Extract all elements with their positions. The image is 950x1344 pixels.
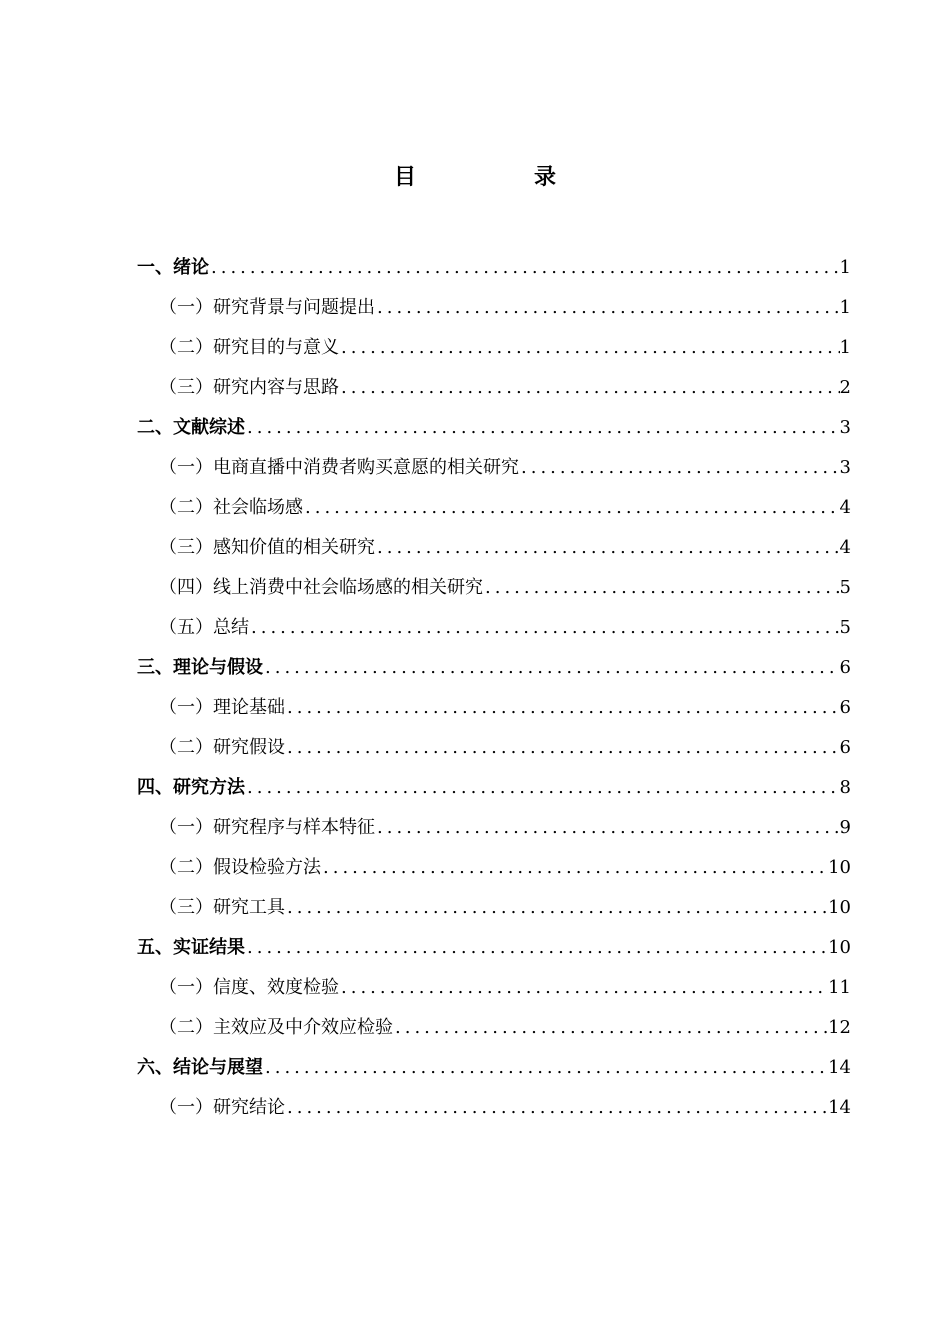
toc-leader-dots	[321, 848, 828, 888]
toc-entry[interactable]	[137, 928, 851, 968]
toc-entry-page-number: 14	[828, 1097, 851, 1118]
toc-entry-label: （一）电商直播中消费者购买意愿的相关研究	[159, 457, 519, 478]
toc-entry[interactable]	[137, 568, 851, 608]
toc-entry-label: （二）研究目的与意义	[159, 337, 339, 358]
toc-entry-label: （二）主效应及中介效应检验	[159, 1017, 393, 1038]
toc-leader-dots	[285, 888, 828, 928]
toc-leader-dots	[375, 528, 840, 568]
toc-entry-page-number: 10	[828, 857, 851, 878]
toc-entry-label: （二）研究假设	[159, 737, 285, 758]
toc-entry[interactable]	[137, 768, 851, 808]
toc-leader-dots	[375, 288, 840, 328]
toc-leader-dots	[245, 408, 840, 448]
toc-leader-dots	[339, 368, 840, 408]
toc-entry-page-number: 6	[839, 657, 851, 678]
toc-leader-dots	[519, 448, 840, 488]
toc-entry-label: （三）研究工具	[159, 897, 285, 918]
toc-leader-dots	[209, 248, 840, 288]
toc-title: 目 录	[393, 165, 604, 190]
toc-entry-page-number: 5	[839, 577, 851, 598]
toc-entry[interactable]	[137, 888, 851, 928]
toc-leader-dots	[285, 1088, 828, 1128]
toc-entry-page-number: 3	[839, 417, 851, 438]
toc-leader-dots	[245, 768, 840, 808]
toc-entry-label: （四）线上消费中社会临场感的相关研究	[159, 577, 483, 598]
toc-leader-dots	[285, 728, 840, 768]
toc-entry-label: 四、研究方法	[137, 777, 245, 798]
toc-entry-label: （三）研究内容与思路	[159, 377, 339, 398]
toc-entry-page-number: 1	[839, 337, 851, 358]
toc-entry-page-number: 11	[828, 977, 851, 998]
toc-entry[interactable]	[137, 1008, 851, 1048]
toc-leader-dots	[245, 928, 828, 968]
toc-entry[interactable]	[137, 608, 851, 648]
toc-entry-label: （二）社会临场感	[159, 497, 303, 518]
toc-entry[interactable]	[137, 248, 851, 288]
toc-entry-page-number: 10	[828, 937, 851, 958]
toc-entry-label: （二）假设检验方法	[159, 857, 321, 878]
toc-entry-label: （一）信度、效度检验	[159, 977, 339, 998]
toc-entry[interactable]	[137, 1048, 851, 1088]
toc-entry[interactable]	[137, 328, 851, 368]
toc-leader-dots	[249, 608, 840, 648]
toc-leader-dots	[375, 808, 840, 848]
toc-entry[interactable]	[137, 1088, 851, 1128]
toc-entry-page-number: 1	[839, 257, 851, 278]
toc-entry-page-number: 6	[839, 737, 851, 758]
toc-entry[interactable]	[137, 688, 851, 728]
toc-entry-page-number: 9	[839, 817, 851, 838]
toc-entry-label: （一）理论基础	[159, 697, 285, 718]
toc-list	[137, 248, 851, 1128]
toc-entry[interactable]	[137, 368, 851, 408]
toc-entry-label: 五、实证结果	[137, 937, 245, 958]
toc-entry[interactable]	[137, 968, 851, 1008]
toc-entry[interactable]	[137, 728, 851, 768]
toc-entry-label: 三、理论与假设	[137, 657, 263, 678]
toc-entry-page-number: 1	[839, 297, 851, 318]
toc-entry-page-number: 10	[828, 897, 851, 918]
toc-leader-dots	[263, 648, 840, 688]
toc-entry-page-number: 4	[839, 497, 851, 518]
toc-entry-label: （一）研究背景与问题提出	[159, 297, 375, 318]
toc-entry-label: （五）总结	[159, 617, 249, 638]
toc-entry-label: 一、绪论	[137, 257, 209, 278]
toc-leader-dots	[303, 488, 840, 528]
toc-entry-label: （三）感知价值的相关研究	[159, 537, 375, 558]
toc-entry-page-number: 4	[839, 537, 851, 558]
toc-entry[interactable]	[137, 288, 851, 328]
toc-entry-page-number: 6	[839, 697, 851, 718]
toc-entry-page-number: 14	[828, 1057, 851, 1078]
toc-entry[interactable]	[137, 808, 851, 848]
toc-entry[interactable]	[137, 848, 851, 888]
toc-entry[interactable]	[137, 648, 851, 688]
toc-entry-label: （一）研究结论	[159, 1097, 285, 1118]
toc-entry-page-number: 2	[839, 377, 851, 398]
toc-entry[interactable]	[137, 528, 851, 568]
toc-entry[interactable]	[137, 408, 851, 448]
toc-entry[interactable]	[137, 488, 851, 528]
toc-leader-dots	[263, 1048, 828, 1088]
toc-leader-dots	[339, 328, 840, 368]
toc-entry-label: 六、结论与展望	[137, 1057, 263, 1078]
toc-leader-dots	[393, 1008, 828, 1048]
toc-entry-page-number: 8	[839, 777, 851, 798]
toc-entry[interactable]	[137, 448, 851, 488]
toc-leader-dots	[483, 568, 840, 608]
toc-entry-page-number: 12	[828, 1017, 851, 1038]
toc-leader-dots	[339, 968, 828, 1008]
toc-entry-page-number: 5	[839, 617, 851, 638]
toc-entry-label: 二、文献综述	[137, 417, 245, 438]
toc-leader-dots	[285, 688, 840, 728]
toc-entry-label: （一）研究程序与样本特征	[159, 817, 375, 838]
toc-entry-page-number: 3	[839, 457, 851, 478]
